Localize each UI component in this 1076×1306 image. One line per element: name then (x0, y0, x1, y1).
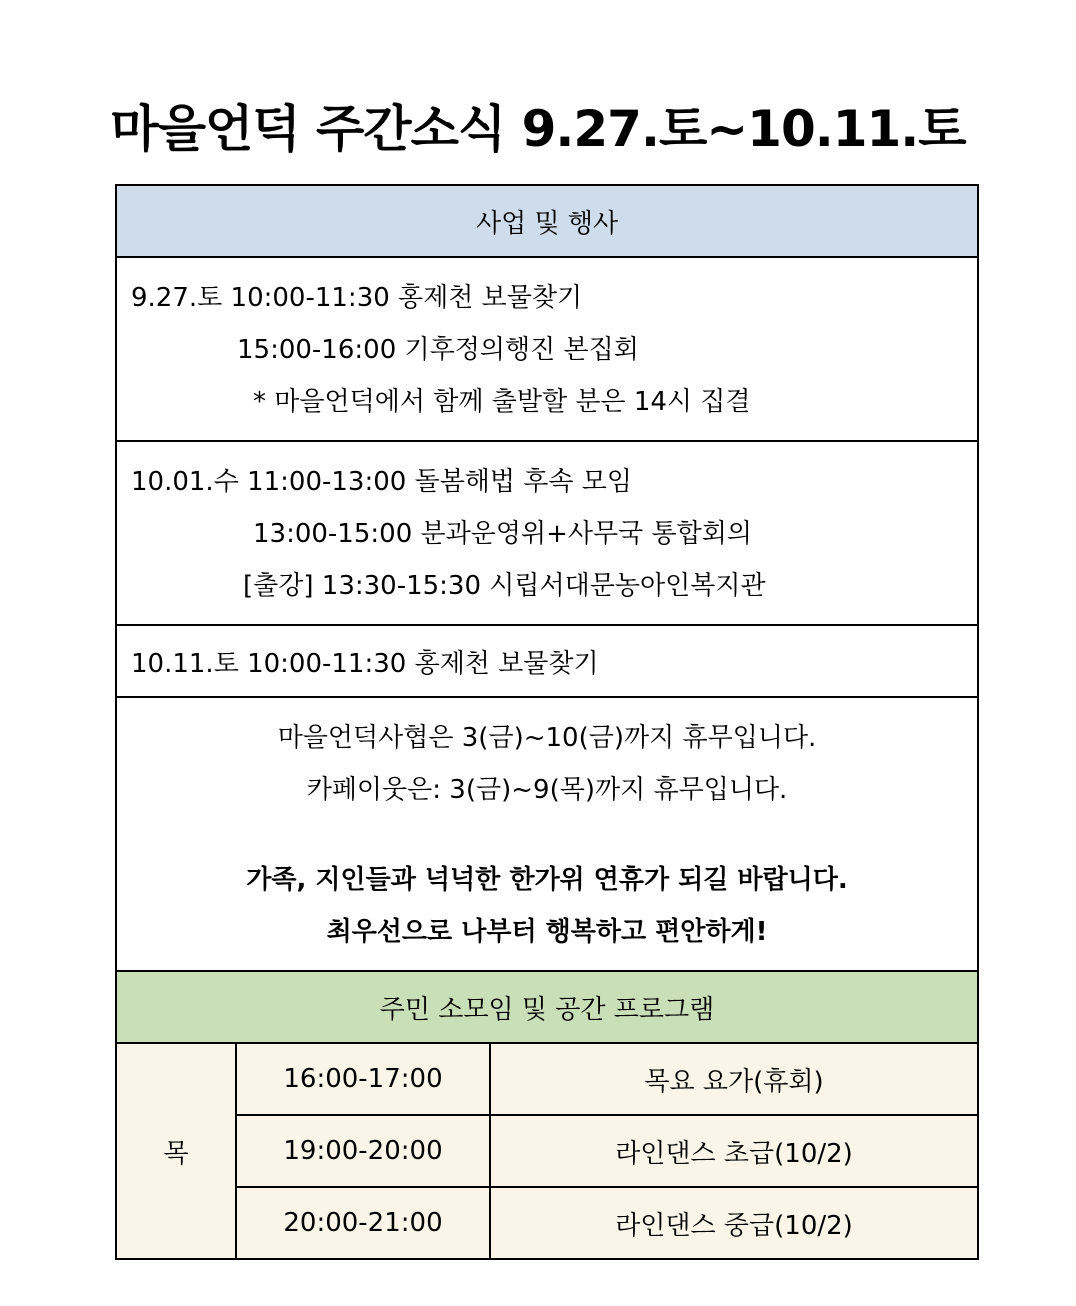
schedule-time: 20:00-21:00 (236, 1187, 490, 1259)
notice-greeting: 최우선으로 나부터 행복하고 편안하게! (326, 917, 768, 947)
event-line: 15:00-16:00 기후정의행진 본집회 (237, 335, 639, 365)
page-title: 마을언덕 주간소식 9.27.토~10.11.토 (110, 100, 966, 158)
event-line: 13:00-15:00 분과운영위+사무국 통합회의 (253, 519, 752, 549)
schedule-row (116, 1187, 978, 1259)
event-line: [출강] 13:30-15:30 시립서대문농아인복지관 (243, 571, 766, 601)
event-line: 10.11.토 10:00-11:30 홍제천 보물찾기 (131, 648, 599, 679)
event-note: * 마을언덕에서 함께 출발할 분은 14시 집결 (253, 387, 751, 417)
schedule-row (116, 1115, 978, 1187)
events-header: 사업 및 행사 (116, 185, 978, 257)
schedule-row (116, 1043, 978, 1115)
schedule-day: 목 (116, 1043, 236, 1259)
event-block-1001 (116, 441, 978, 625)
event-block-row (116, 625, 978, 697)
event-block-row (116, 441, 978, 625)
notice-row (116, 697, 978, 971)
holiday-notice (116, 697, 978, 971)
schedule-time: 19:00-20:00 (236, 1115, 490, 1187)
programs-header: 주민 소모임 및 공간 프로그램 (116, 971, 978, 1043)
schedule-program: 라인댄스 중급(10/2) (490, 1187, 978, 1259)
schedule-program: 목요 요가(휴회) (490, 1043, 978, 1115)
events-header-row (116, 185, 978, 257)
schedule-program: 라인댄스 초급(10/2) (490, 1115, 978, 1187)
event-line: 10.01.수 11:00-13:00 돌봄해법 후속 모임 (131, 467, 633, 497)
programs-header-row (116, 971, 978, 1043)
notice-spacer (117, 816, 977, 854)
event-block-0927 (116, 257, 978, 441)
newsletter-table (115, 184, 979, 1260)
notice-greeting: 가족, 지인들과 넉넉한 한가위 연휴가 되길 바랍니다. (246, 865, 848, 895)
event-line: 9.27.토 10:00-11:30 홍제천 보물찾기 (131, 283, 583, 313)
event-block-row (116, 257, 978, 441)
event-block-1011 (116, 625, 978, 697)
notice-line: 카페이웃은: 3(금)~9(목)까지 휴무입니다. (306, 775, 788, 805)
schedule-time: 16:00-17:00 (236, 1043, 490, 1115)
notice-line: 마을언덕사협은 3(금)~10(금)까지 휴무입니다. (277, 723, 817, 753)
